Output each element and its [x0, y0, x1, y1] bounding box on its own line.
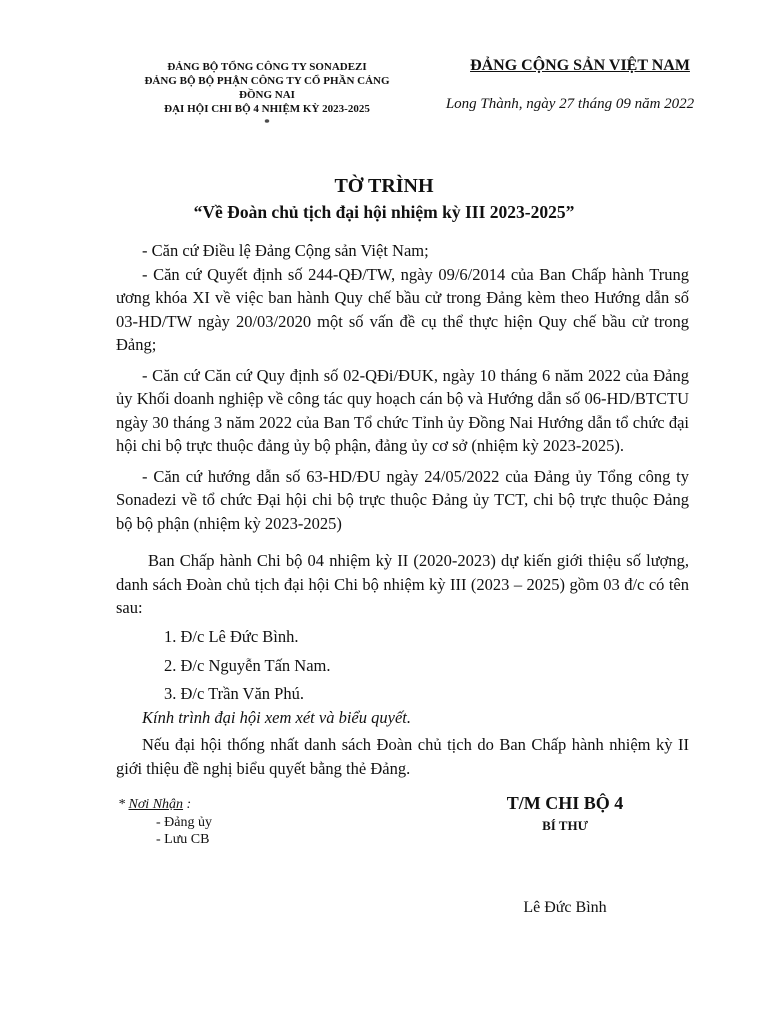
recipients-label [118, 797, 191, 813]
member-item: 2. Đ/c Nguyễn Tấn Nam. [164, 655, 331, 675]
closing-section [116, 733, 689, 780]
signature-title: T/M CHI BỘ 4 [506, 793, 624, 813]
recipient-item: - Lưu CB [156, 832, 210, 847]
place-date: Long Thành, ngày 27 tháng 09 năm 2022 [445, 96, 695, 112]
closing-paragraph: Nếu đại hội thống nhất danh sách Đoàn chủ tịch do Ban Chấp hành nhiệm kỳ II giới thiệu đề nghị biểu quyết bằng thẻ Đảng. [116, 735, 689, 778]
basis-item: - Căn cứ Quyết định số 244-QĐ/TW, ngày 09/6/2014 của Ban Chấp hành Trung ương khóa XI về việc ban hành Quy chế bầu cử trong Đảng kèm theo Hướng dẫn số 03-HD/TW ngày 20/03/2020 một số vấn đề cụ thể thực hiện Quy chế bầu cử trong Đảng; [116, 264, 689, 354]
recipients-label-text: Nơi Nhận [128, 797, 184, 812]
recipients-suffix: : [183, 797, 192, 812]
document-title: TỜ TRÌNH [334, 175, 434, 197]
signature-name: Lê Đức Bình [523, 899, 607, 916]
basis-item: - Căn cứ hướng dẫn số 63-HD/ĐU ngày 24/05/2022 của Đảng ủy Tổng công ty Sonadezi về tổ chức Đại hội chi bộ trực thuộc Đảng ủy TCT, chi bộ trực thuộc Đảng bộ bộ phận (nhiệm kỳ 2023-2025) [116, 466, 689, 533]
party-name-text: ĐẢNG CỘNG SẢN VIỆT NAM [470, 57, 690, 74]
signature-role: BÍ THƯ [542, 818, 588, 833]
request-text: Kính trình đại hội xem xét và biểu quyết. [142, 708, 411, 727]
member-item: 1. Đ/c Lê Đức Bình. [164, 627, 299, 646]
basis-item: - Căn cứ Căn cứ Quy định số 02-QĐi/ĐUK, ngày 10 tháng 6 năm 2022 của Đảng ủy Khối doanh nghiệp về công tác quy hoạch cán bộ và Hướng dẫn số 06-HD/BTCTU ngày 30 tháng 3 năm 2022 của Ban Tổ chức Tỉnh ủy Đồng Nai Hướng dẫn tổ chức đại hội chi bộ trực thuộc đảng ủy bộ phận, đảng ủy cơ sở (nhiệm kỳ 2023-2025). [116, 365, 689, 455]
org-line: ĐỒNG NAI [239, 89, 295, 101]
request-section [116, 706, 689, 730]
recipient-item: - Đảng ủy [156, 815, 212, 830]
members-list [164, 625, 331, 706]
party-name [440, 57, 720, 75]
org-line: ĐẢNG BỘ TỔNG CÔNG TY SONADEZI [167, 61, 367, 73]
member-item: 3. Đ/c Trần Văn Phú. [164, 684, 304, 703]
recipients-prefix: * [118, 797, 129, 812]
intro-section [116, 549, 689, 620]
org-line: ĐẢNG BỘ BỘ PHẬN CÔNG TY CỔ PHẦN CẢNG [144, 75, 390, 87]
organization-header [118, 60, 416, 130]
intro-paragraph: Ban Chấp hành Chi bộ 04 nhiệm kỳ II (2020-2023) dự kiến giới thiệu số lượng, danh sách Đoàn chủ tịch đại hội Chi bộ nhiệm kỳ III (2023 – 2025) gồm 03 đ/c có tên sau: [116, 551, 689, 617]
org-line: ĐẠI HỘI CHI BỘ 4 NHIỆM KỲ 2023-2025 [164, 103, 370, 115]
basis-item: - Căn cứ Điều lệ Đảng Cộng sản Việt Nam; [142, 241, 429, 260]
document-subtitle: “Về Đoàn chủ tịch đại hội nhiệm kỳ III 2023-2025” [193, 202, 575, 222]
org-star: * [264, 117, 270, 129]
bases-section [116, 239, 689, 535]
